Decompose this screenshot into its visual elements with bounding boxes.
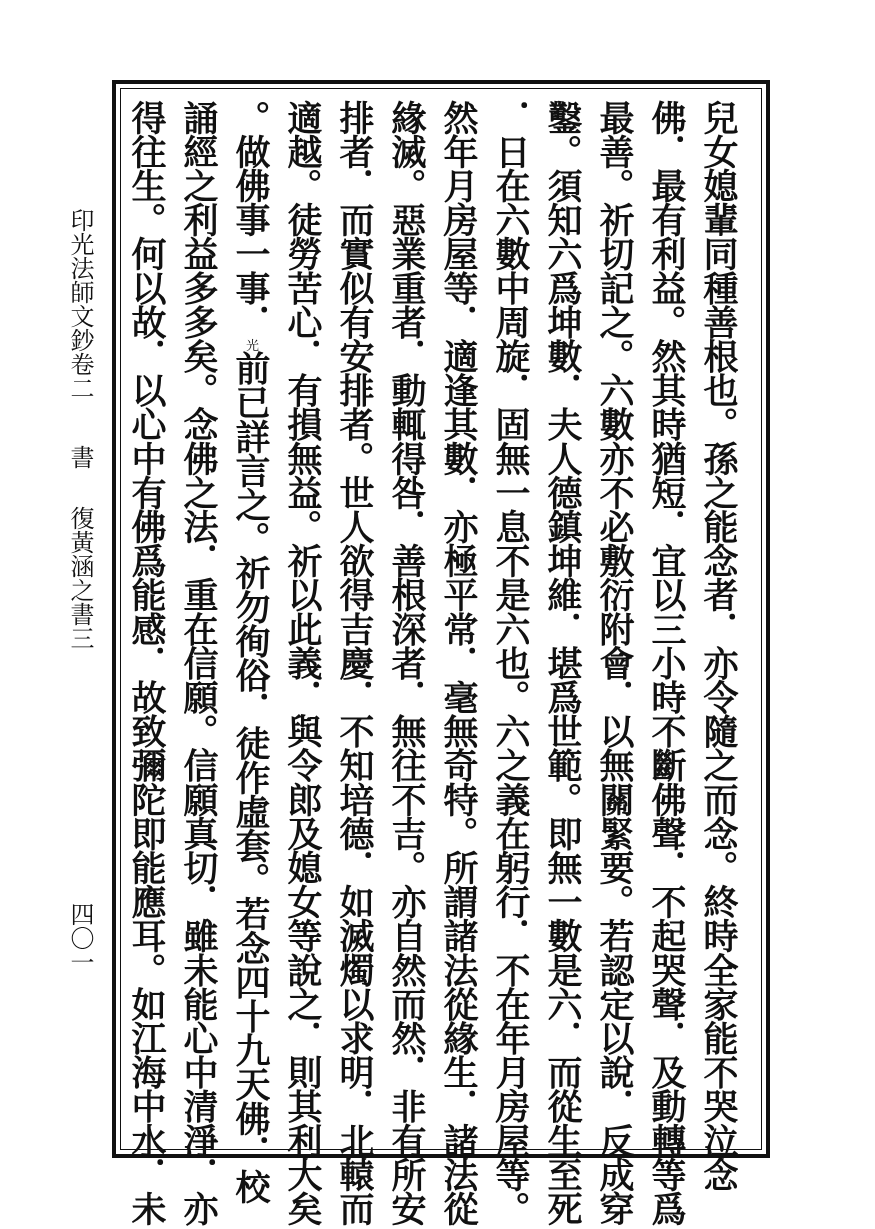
text-column-5: ．日在六數中周旋．固無一息不是六也。六之義在躬行．不在年月房屋等。 — [490, 100, 531, 1226]
text-column-4: 鑿。須知六爲坤數．夫人德鎮坤維．堪爲世範。即無一數是六．而從生至死 — [542, 100, 583, 1226]
text-column-9: 適越。徒勞苦心．有損無益。祈以此義．與令郎及媳女等說之．則其利大矣 — [282, 100, 323, 1226]
section-label: 書 — [66, 445, 94, 469]
text-column-1: 兒女媳輩同種善根也。孫之能念者．亦令隨之而念。終時全家能不哭泣念 — [698, 100, 739, 1192]
text-column-8: 排者．而實似有安排者。世人欲得吉慶．不知培德．如滅燭以求明．北轅而 — [334, 100, 375, 1226]
text-column-7: 緣滅。惡業重者．動輒得咎．善根深者．無往不吉。亦自然而然．非有所安 — [386, 100, 427, 1226]
page-number: 四〇一 — [66, 902, 94, 974]
book-title: 印光法師文鈔卷二 — [66, 208, 94, 400]
text-column-6: 然年月房屋等．適逢其數．亦極平常．毫無奇特。所謂諸法從緣生．諸法從 — [438, 100, 479, 1226]
column-10-part-2: 前已詳言之。祈勿徇俗．徒作虛套。若念四十九天佛．校 — [230, 350, 271, 1204]
letter-title: 復黃涵之書三 — [66, 506, 94, 650]
text-column-12: 得往生。何以故．以心中有佛爲能感．故致彌陀即能應耳。如江海中水．未 — [126, 100, 167, 1226]
column-10-part-1: 。做佛事一事． — [230, 100, 271, 339]
text-column-3: 最善。祈切記之。六數亦不必敷衍附會．以無關緊要。若認定以說．反成穿 — [594, 100, 635, 1226]
text-column-10 — [228, 100, 272, 1204]
interlinear-note: 光 — [243, 338, 258, 351]
text-column-11: 誦經之利益多多矣。念佛之法．重在信願。信願真切．雖未能心中清淨．亦 — [178, 100, 219, 1226]
text-column-2: 佛．最有利益。然其時猶短．宜以三小時不斷佛聲．不起哭聲．及動轉等爲 — [646, 100, 687, 1226]
